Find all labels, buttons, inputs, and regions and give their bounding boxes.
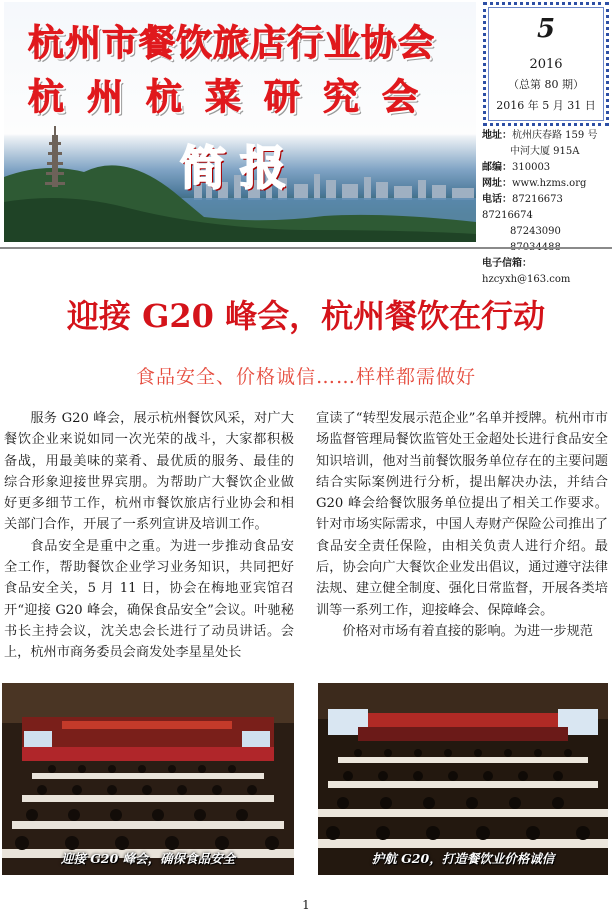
issue-number: 5 [536, 14, 556, 44]
page-number: 1 [302, 898, 310, 912]
website-label: 网址： [482, 178, 512, 189]
website-link[interactable]: www.hzms.org [512, 178, 587, 189]
photo-caption-right: 护航 G20，打造餐饮业价格诚信 [371, 851, 555, 866]
issue-info-box [483, 2, 609, 126]
phone-line-1: 87216673 87216674 [482, 194, 563, 221]
paragraph: 宣读了“转型发展示范企业”名单并授牌。杭州市市场监督管理局餐饮监管处王金超处长进行食品安全知识培训，他对当前餐饮服务单位存在的主要问题结合实际案例进行分析，提出解决办法，并结合 G20 峰会给餐饮服务单位提出了相关工作要求。针对市场实际需求，中国人寿财产保险公司推出了食品安全责任保险，由相关负责人进行介绍。最后，协会向广大餐饮企业发出倡议，通过遵守法律法规、建立健全制度、强化日常监督，开展各类培训等一系列工作，迎接峰会、保障峰会。 [316, 411, 608, 618]
meeting-photo-right [318, 683, 608, 875]
article-headline: 迎接 G20 峰会，杭州餐饮在行动 [66, 297, 546, 335]
paragraph: 食品安全是重中之重。为进一步推动食品安全工作，帮助餐饮企业学习业务知识，共同把好食品安全关，5 月 11 日，协会在梅地亚宾馆召开“迎接 G20 峰会，确保食品安全”会议。叶驰秘书长主持会议，沈关忠会长进行了动员讲话。会上，杭州市商务委员会商发处李星星处长 [4, 538, 294, 661]
phone-line-2: 87243090 87034488 [510, 226, 561, 253]
org-name-line-2: 杭州杭菜研究会 [28, 77, 442, 118]
email-link[interactable]: hzcyxh@163.com [482, 274, 571, 285]
conference-hall-image [318, 683, 608, 875]
issue-date: 2016 年 5 月 31 日 [496, 99, 596, 112]
issue-year: 2016 [529, 57, 563, 72]
article-column-left [4, 408, 294, 664]
paragraph: 价格对市场有着直接的影响。为进一步规范 [342, 623, 593, 639]
photo-caption-left: 迎接 G20 峰会，确保食品安全 [60, 851, 236, 866]
conference-hall-image [2, 683, 294, 875]
issue-total-count: （总第 80 期） [508, 78, 584, 91]
meeting-photo-left [2, 683, 294, 875]
address-line-2: 中河大厦 915A [510, 146, 580, 157]
article-column-right [316, 408, 608, 642]
org-name-line-1: 杭州市餐饮旅店行业协会 [28, 23, 436, 64]
address-line-1: 杭州庆春路 159 号 [512, 130, 598, 141]
postcode-value: 310003 [512, 162, 551, 173]
contact-info [482, 128, 610, 288]
email-label: 电子信箱： [482, 258, 532, 269]
publication-title: 简报 [180, 141, 300, 195]
postcode-label: 邮编： [482, 162, 512, 173]
masthead-banner [4, 2, 476, 242]
address-label: 地址： [482, 130, 512, 141]
phone-label: 电话： [482, 194, 512, 205]
paragraph: 服务 G20 峰会，展示杭州餐饮风采，对广大餐饮企业来说如同一次光荣的战斗，大家都积极备战，用最美味的菜肴、最优质的服务、最佳的综合形象迎接世界宾朋。为帮助广大餐饮企业做好更多细节工作，杭州市餐饮旅店行业协会和相关部门合作，开展了一系列宣讲及培训工作。 [4, 411, 294, 533]
article-subheadline: 食品安全、价格诚信……样样都需做好 [135, 366, 476, 388]
masthead-divider [0, 247, 612, 249]
